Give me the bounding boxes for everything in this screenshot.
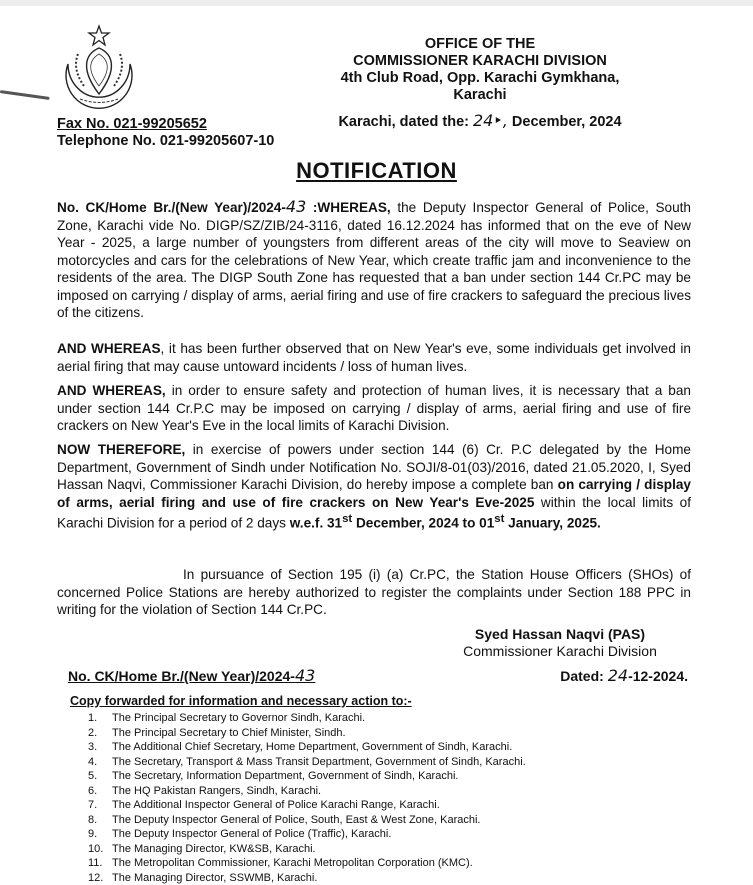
- list-item: 6. The HQ Pakistan Rangers, Sindh, Karachi.: [88, 784, 526, 799]
- paragraph-whereas-1: No. CK/Home Br./(New Year)/2024-43 :WHEREAS, the Deputy Inspector General of Police, South Zone, Karachi vide No. DIGP/SZ/ZIB/24-3116, dated 16.12.2024 has informed that on the eve of New Year - 2025, a large number of youngsters from different areas of the city will move to Seaview on motorcycles and cars for the celebrations of New Year, which create traffic jam and inconvenience to the residents of the area. The DIGP South Zone has requested that a ban under section 144 Cr.PC may be imposed on carrying / display of arms, aerial firing and use of fire crackers to safeguard the precious lives of the citizens.: [57, 198, 691, 322]
- list-item: 11. The Metropolitan Commissioner, Karachi Metropolitan Corporation (KMC).: [88, 856, 526, 871]
- handwritten-ref-number: 43: [286, 197, 306, 216]
- telephone-number: Telephone No. 021-99205607-10: [57, 133, 274, 150]
- list-item: 5. The Secretary, Information Department, Government of Sindh, Karachi.: [88, 769, 526, 784]
- signatory-designation: Commissioner Karachi Division: [450, 643, 670, 660]
- pen-mark: [0, 90, 50, 100]
- paragraph-pursuance: In pursuance of Section 195 (i) (a) Cr.PC, the Station House Officers (SHOs) of concerned Police Stations are hereby authorized to register the complaints under Section 188 PPC in writing for the violation of Section 144 Cr.PC.: [57, 566, 691, 619]
- list-item: 7. The Additional Inspector General of Police Karachi Range, Karachi.: [88, 798, 526, 813]
- page-title: NOTIFICATION: [0, 158, 753, 184]
- list-item: 12. The Managing Director, SSWMB, Karachi.: [88, 871, 526, 885]
- scan-top-edge: [0, 0, 753, 6]
- paragraph-whereas-2: AND WHEREAS, it has been further observed that on New Year's eve, some individuals get involved in aerial firing that may cause untoward incidents / loss of human lives.: [57, 340, 691, 375]
- handwritten-ref-number: 43: [295, 666, 315, 685]
- contact-block: [57, 116, 274, 150]
- reference-date: Dated: 24-12-2024.: [560, 666, 688, 685]
- handwritten-day: 24: [473, 111, 493, 130]
- paragraph-now-therefore: NOW THEREFORE, in exercise of powers under section 144 (6) Cr. P.C delegated by the Home Department, Government of Sindh under Notification No. SOJI/8-01(03)/2016, dated 21.05.2020, I, Syed Hassan Naqvi, Commissioner Karachi Division, do hereby impose a complete ban on carrying / display of arms, aerial firing and use of fire crackers on New Year's Eve-2025 within the local limits of Karachi Division for a period of 2 days w.e.f. 31st December, 2024 to 01st January, 2025.: [57, 441, 691, 532]
- sindh-government-emblem-icon: [58, 24, 140, 112]
- list-item: 8. The Deputy Inspector General of Police, South, East & West Zone, Karachi.: [88, 813, 526, 828]
- office-header: [330, 36, 630, 131]
- list-item: 10. The Managing Director, KW&SB, Karachi.: [88, 842, 526, 857]
- list-item: 4. The Secretary, Transport & Mass Transit Department, Government of Sindh, Karachi.: [88, 755, 526, 770]
- list-item: 9. The Deputy Inspector General of Police (Traffic), Karachi.: [88, 827, 526, 842]
- paragraph-whereas-3: AND WHEREAS, in order to ensure safety and protection of human lives, it is necessary that a ban under section 144 Cr.P.C may be imposed on carrying / display of arms, aerial firing and use of fire crackers on New Year's Eve in the local limits of Karachi Division.: [57, 382, 691, 435]
- reference-line: No. CK/Home Br./(New Year)/2024-43 Dated: 24-12-2024.: [68, 666, 688, 685]
- header-date: Karachi, dated the: 24‣, December, 2024: [330, 112, 630, 131]
- header-line-2: COMMISSIONER KARACHI DIVISION: [330, 53, 630, 70]
- list-item: 2. The Principal Secretary to Chief Minister, Sindh.: [88, 726, 526, 741]
- header-line-1: OFFICE OF THE: [330, 36, 630, 53]
- list-item: 3. The Additional Chief Secretary, Home Department, Government of Sindh, Karachi.: [88, 740, 526, 755]
- copy-forwarded-heading: Copy forwarded for information and necessary action to:-: [70, 694, 412, 708]
- copy-recipient-list: [88, 711, 526, 885]
- signature-block: [450, 626, 670, 660]
- header-address: 4th Club Road, Opp. Karachi Gymkhana, Karachi: [330, 70, 630, 104]
- signatory-name: Syed Hassan Naqvi (PAS): [450, 626, 670, 643]
- list-item: 1. The Principal Secretary to Governor Sindh, Karachi.: [88, 711, 526, 726]
- fax-number: Fax No. 021-99205652: [57, 116, 274, 133]
